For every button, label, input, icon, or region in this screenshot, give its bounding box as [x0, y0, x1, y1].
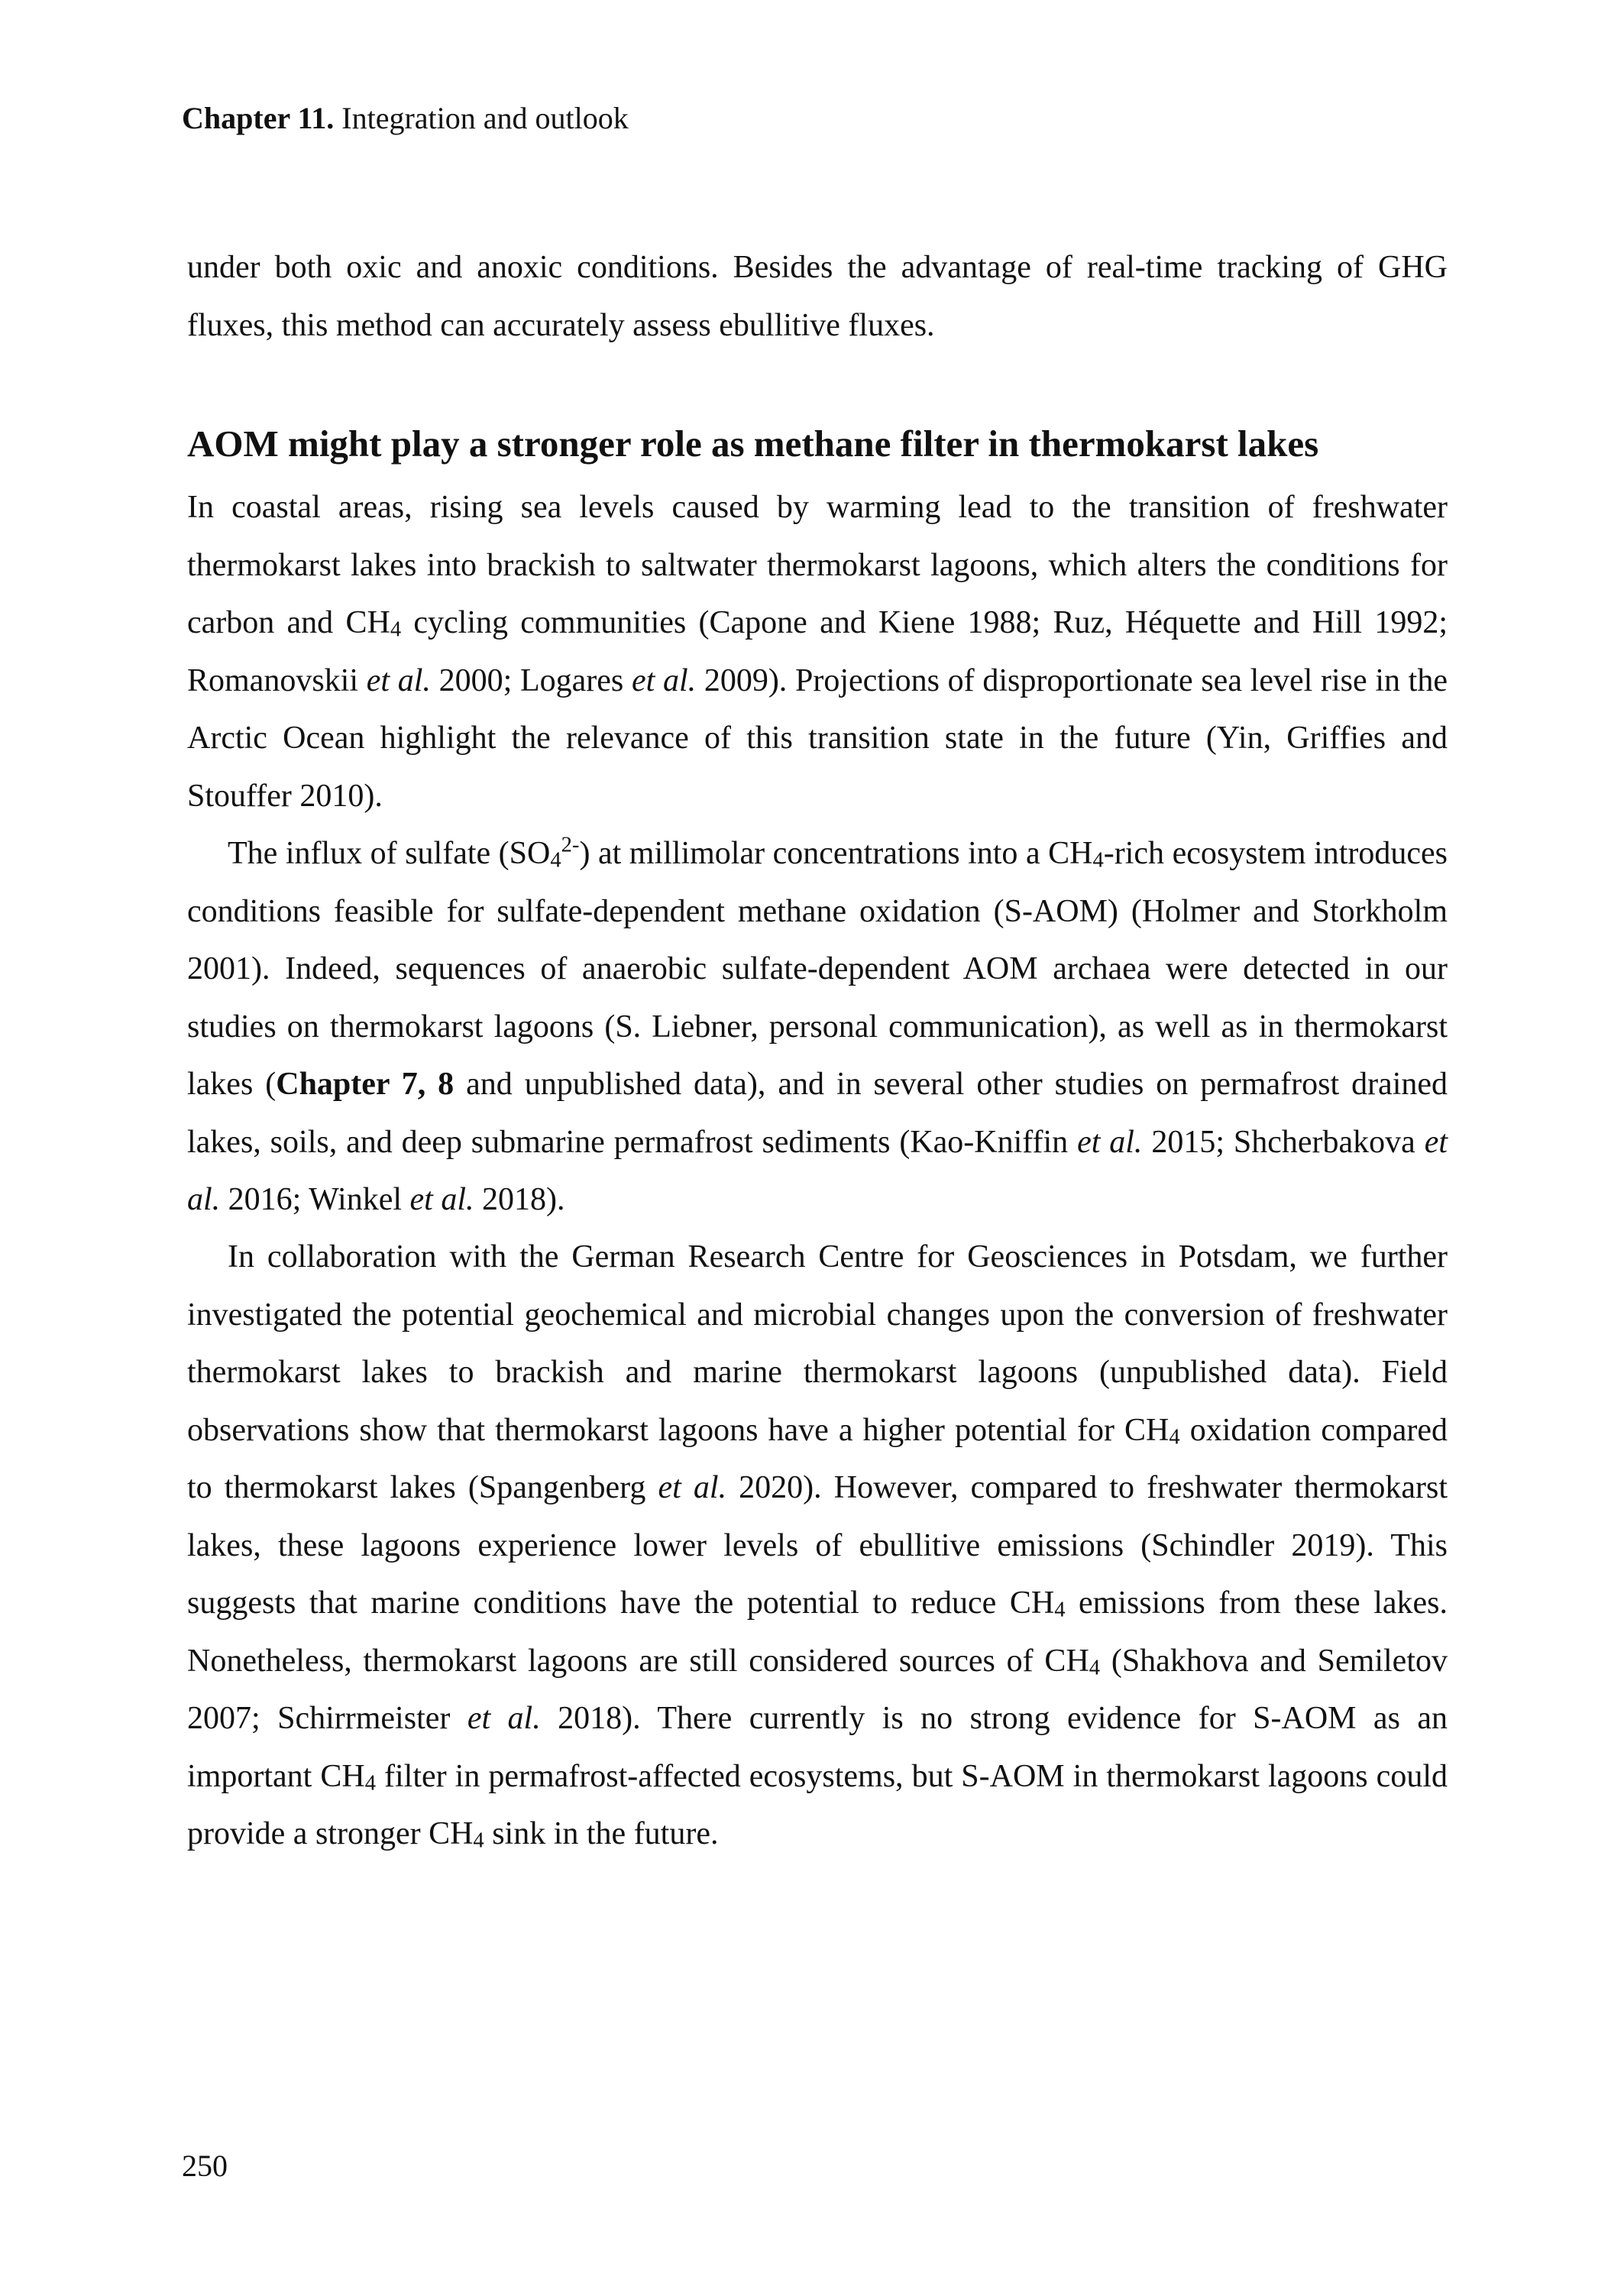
text-span: sink in the future.	[484, 1816, 719, 1851]
continued-paragraph	[187, 239, 1448, 355]
text-span: 2018).	[474, 1182, 565, 1217]
italic-etal: et al.	[631, 662, 697, 698]
page-number: 250	[182, 2149, 228, 2183]
text-span: 2000; Logares	[430, 662, 632, 698]
text-span: ) at millimolar concentrations into a CH	[579, 836, 1093, 871]
subscript: 4	[473, 1828, 484, 1853]
superscript: 2-	[561, 833, 580, 857]
italic-etal: et al.	[366, 662, 431, 698]
paragraph-sulfate-influx	[187, 825, 1448, 1229]
text-span: In coastal areas, rising sea levels caused by warming lead to the transition of freshwater thermokarst lakes into brackish to saltwater thermokarst lagoons, which alters the conditions for carbon and CH	[187, 490, 1448, 640]
text-span: 2015; Shcherbakova	[1142, 1124, 1425, 1160]
subscript: 4	[1089, 1655, 1101, 1679]
text-span: In collaboration with the German Research Centre for Geosciences in Potsdam, we further investigated the potential geochemical and microbial changes upon the conversion of freshwater thermokarst lakes to brackish and marine thermokarst lagoons (unpublished data). Field observations show that thermokarst lagoons have a higher potential for CH	[187, 1239, 1448, 1448]
chapter-label: Chapter 11.	[182, 101, 335, 135]
text-span: filter in permafrost-affected ecosystems, but S-AOM in thermokarst lagoons could provide a stronger CH	[187, 1758, 1448, 1851]
subscript: 4	[364, 1770, 376, 1795]
continued-paragraph-text: under both oxic and anoxic conditions. Besides the advantage of real-time tracking of GHG fluxes, this method can accurately assess ebullitive fluxes.	[187, 250, 1448, 343]
text-span: 2016; Winkel	[220, 1182, 410, 1217]
paragraph-collaboration	[187, 1229, 1448, 1864]
subscript: 4	[390, 617, 402, 642]
italic-etal: et al.	[409, 1182, 474, 1217]
italic-etal: et al.	[467, 1701, 541, 1736]
text-span: and unpublished data), and in several other studies on permafrost drained lakes, soils, and deep submarine permafrost sediments (Kao-Kniffin	[187, 1067, 1448, 1160]
text-span: (Shakhova and Semiletov 2007; Schirrmeister	[187, 1643, 1448, 1736]
running-header	[182, 99, 629, 138]
text-span: 2020). However, compared to freshwater thermokarst lakes, these lagoons experience lower levels of ebullitive emissions (Schindler 2019). This suggests that marine conditions have the potential to reduce CH	[187, 1470, 1448, 1621]
text-span: emissions from these lakes. Nonetheless, thermokarst lagoons are still considered sources of CH	[187, 1585, 1448, 1679]
subscript: 4	[1169, 1424, 1180, 1449]
subscript: 4	[1054, 1598, 1066, 1622]
text-span: 2018). There currently is no strong evidence for S-AOM as an important CH	[187, 1701, 1448, 1794]
subscript: 4	[550, 848, 561, 873]
chapter-title: Integration and outlook	[341, 101, 629, 135]
italic-etal: et al.	[187, 1124, 1448, 1217]
text-span: 2009). Projections of disproportionate sea level rise in the Arctic Ocean highlight the relevance of this transition state in the future (Yin, Griffies and Stouffer 2010).	[187, 662, 1448, 814]
text-span: cycling communities (Capone and Kiene 1988; Ruz, Héquette and Hill 1992; Romanovskii	[187, 605, 1448, 698]
text-span: The influx of sulfate (SO	[228, 836, 551, 871]
subscript: 4	[1092, 848, 1104, 873]
text-span: oxidation compared to thermokarst lakes (Spangenberg	[187, 1412, 1448, 1505]
text-span: -rich ecosystem introduces conditions feasible for sulfate-dependent methane oxidation (S-AOM) (Holmer and Storkholm 2001). Indeed, sequences of anaerobic sulfate-dependent AOM archaea were detected in our studies on thermokarst lagoons (S. Liebner, personal communication), as well as in thermokarst lakes (	[187, 836, 1448, 1102]
italic-etal: et al.	[658, 1470, 727, 1505]
section-heading: AOM might play a stronger role as methane filter in thermokarst lakes	[187, 423, 1319, 465]
paragraph-coastal-transition	[187, 479, 1448, 825]
italic-etal: et al.	[1077, 1124, 1143, 1160]
bold-chapter-reference: Chapter 7, 8	[276, 1067, 455, 1102]
